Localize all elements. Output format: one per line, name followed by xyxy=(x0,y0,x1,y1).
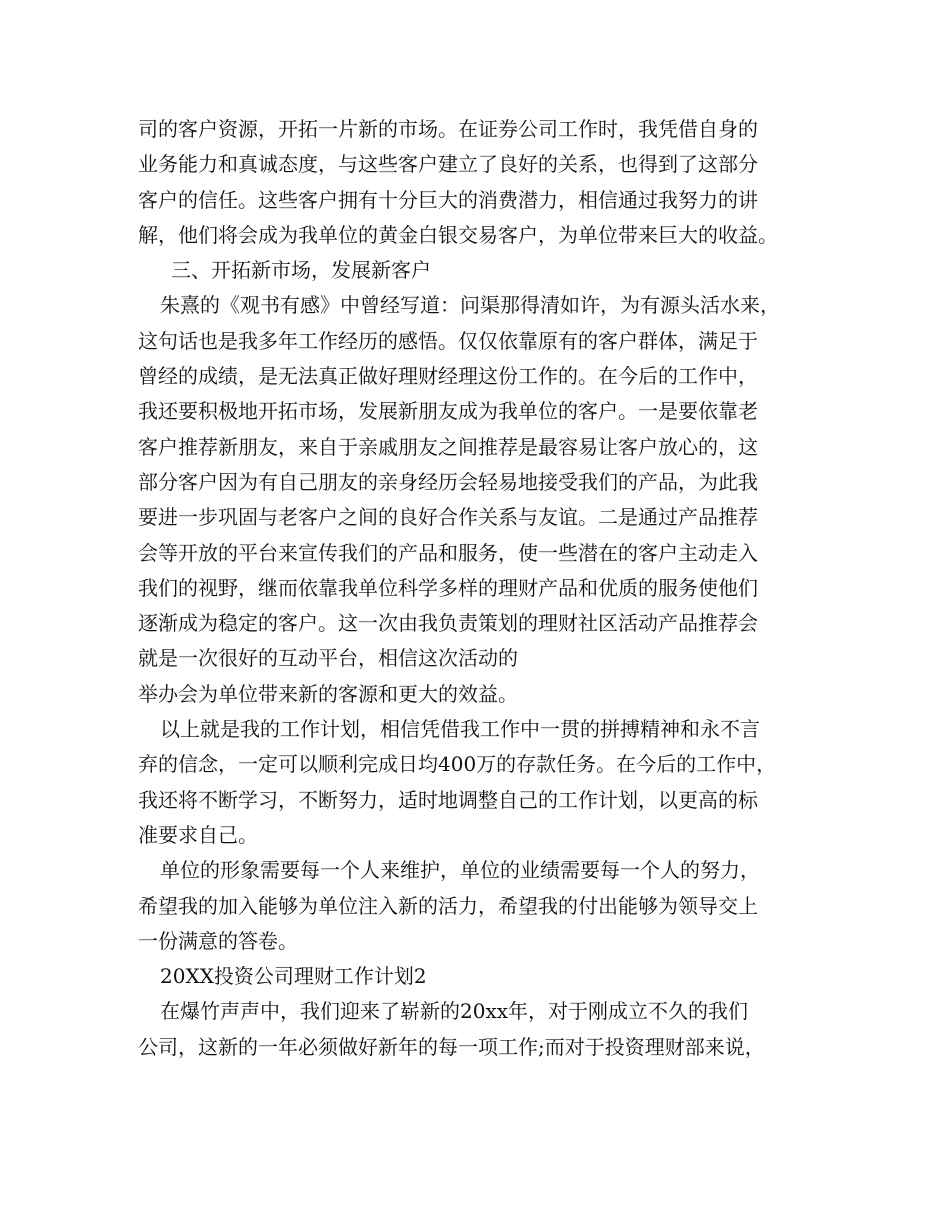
text-line: 希望我的加入能够为单位注入新的活力，希望我的付出能够为领导交上 xyxy=(138,893,758,918)
text-line: 我们的视野，继而依靠我单位科学多样的理财产品和优质的服务使他们 xyxy=(138,575,758,600)
text-line: 解，他们将会成为我单位的黄金白银交易客户，为单位带来巨大的收益。 xyxy=(138,222,778,247)
text-line: 客户推荐新朋友，来自于亲戚朋友之间推荐是最容易让客户放心的，这 xyxy=(138,434,758,459)
text-line: 要进一步巩固与老客户之间的良好合作关系与友谊。二是通过产品推荐 xyxy=(138,505,758,530)
text-line: 会等开放的平台来宣传我们的产品和服务，使一些潜在的客户主动走入 xyxy=(138,540,758,565)
section-heading: 20XX投资公司理财工作计划2 xyxy=(160,964,427,989)
text-line: 公司，这新的一年必须做好新年的每一项工作;而对于投资理财部来说， xyxy=(138,1034,765,1059)
text-line: 部分客户因为有自己朋友的亲身经历会轻易地接受我们的产品，为此我 xyxy=(138,469,758,494)
text-line: 客户的信任。这些客户拥有十分巨大的消费潜力，相信通过我努力的讲 xyxy=(138,187,758,212)
text-line: 一份满意的答卷。 xyxy=(138,928,298,953)
text-line: 我还要积极地开拓市场，发展新朋友成为我单位的客户。一是要依靠老 xyxy=(138,399,758,424)
text-line: 我还将不断学习，不断努力，适时地调整自己的工作计划，以更高的标 xyxy=(138,787,758,812)
text-line: 单位的形象需要每一个人来维护，单位的业绩需要每一个人的努力， xyxy=(160,858,760,883)
section-heading: 三、开拓新市场，发展新客户 xyxy=(171,258,431,283)
text-line: 司的客户资源，开拓一片新的市场。在证券公司工作时，我凭借自身的 xyxy=(138,117,758,141)
text-line: 举办会为单位带来新的客源和更大的效益。 xyxy=(138,681,518,706)
text-line: 业务能力和真诚态度，与这些客户建立了良好的关系，也得到了这部分 xyxy=(138,152,758,177)
text-line: 以上就是我的工作计划，相信凭借我工作中一贯的拼搏精神和永不言 xyxy=(160,717,760,742)
text-line: 准要求自己。 xyxy=(138,822,258,847)
text-line: 就是一次很好的互动平台，相信这次活动的 xyxy=(138,646,518,671)
text-line: 逐渐成为稳定的客户。这一次由我负责策划的理财社区活动产品推荐会 xyxy=(138,611,758,636)
text-line: 朱熹的《观书有感》中曾经写道：问渠那得清如许，为有源头活水来， xyxy=(160,293,780,318)
text-line: 曾经的成绩，是无法真正做好理财经理这份工作的。在今后的工作中， xyxy=(138,364,758,389)
document-body xyxy=(138,112,828,1065)
text-line: 这句话也是我多年工作经历的感悟。仅仅依靠原有的客户群体，满足于 xyxy=(138,328,758,353)
text-line: 弃的信念，一定可以顺利完成日均400万的存款任务。在今后的工作中， xyxy=(138,752,777,777)
text-line: 在爆竹声声中，我们迎来了崭新的20xx年，对于刚成立不久的我们 xyxy=(160,999,749,1024)
